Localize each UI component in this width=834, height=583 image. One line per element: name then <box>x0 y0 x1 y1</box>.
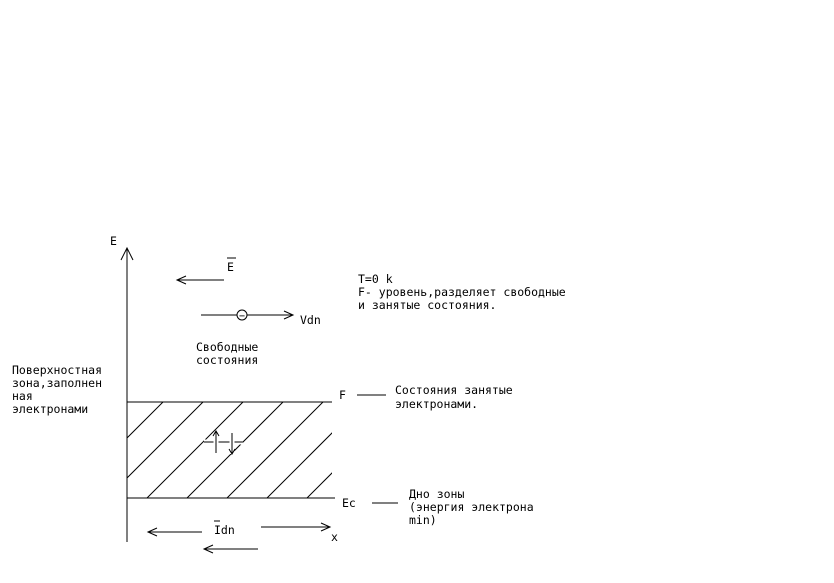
free-states-line-2: состояния <box>196 353 259 367</box>
surface-zone-line-3: ная <box>12 389 33 403</box>
band-bottom-note-line-2: (энергия электрона <box>409 500 534 514</box>
band-bottom-note-line-1: Дно зоны <box>409 487 465 501</box>
filled-zone-hatch <box>127 402 443 538</box>
conditions-line-2: F- уровень,разделяет свободные <box>358 285 566 299</box>
surface-zone-line-4: электронами <box>12 402 89 416</box>
surface-zone-line-2: зона,заполнен <box>12 376 103 390</box>
drift-velocity-label: Vdn <box>300 313 321 327</box>
electron-charge-sign: − <box>238 311 246 322</box>
conditions-line-1: T=0 k <box>358 272 393 286</box>
fermi-level-label: F <box>339 388 346 402</box>
field-label: E <box>227 260 234 274</box>
surface-zone-line-1: Поверхностная <box>12 363 103 377</box>
fermi-note-line-2: электронами. <box>395 397 479 411</box>
energy-axis-label: E <box>110 234 117 248</box>
free-states-line-1: Свободные <box>196 340 259 354</box>
band-bottom-note-line-3: min) <box>409 513 437 527</box>
x-axis-label: x <box>331 530 338 544</box>
fermi-note-line-1: Состояния занятые <box>395 383 513 397</box>
band-bottom-label: Ec <box>342 496 356 510</box>
conditions-line-3: и занятые состояния. <box>358 298 497 312</box>
current-label: Idn <box>214 523 235 537</box>
